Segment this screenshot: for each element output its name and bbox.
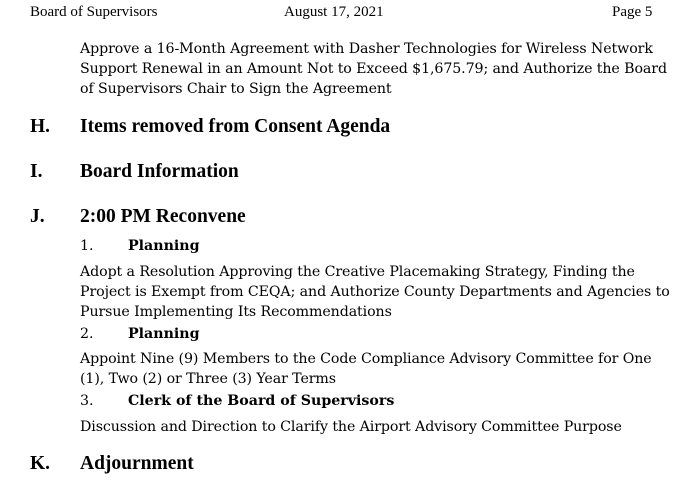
item-2-number: 2. xyxy=(80,326,94,342)
header-date: August 17, 2021 xyxy=(284,4,384,20)
section-k-letter: K. xyxy=(30,453,51,474)
item-3-description: Discussion and Direction to Clarify the Airport Advisory Committee Purpose xyxy=(80,419,622,435)
section-j-letter: J. xyxy=(30,206,45,227)
item-2-department: Planning xyxy=(128,326,200,342)
header-board-name: Board of Supervisors xyxy=(30,4,158,20)
section-i-letter: I. xyxy=(30,161,43,182)
item-1-description: Adopt a Resolution Approving the Creative Placemaking Strategy, Finding the Project is Exempt from CEQA; and Authorize County Departments and Agencies to Pursue Implementing Its Recommendations xyxy=(80,264,670,320)
item-3-number: 3. xyxy=(80,393,94,409)
item-1-department: Planning xyxy=(128,238,200,254)
header-page-number: Page 5 xyxy=(612,4,653,20)
section-h-letter: H. xyxy=(30,116,51,137)
item-2-description: Appoint Nine (9) Members to the Code Compliance Advisory Committee for One (1), Two (2) or Three (3) Year Terms xyxy=(80,351,652,387)
item-3-department: Clerk of the Board of Supervisors xyxy=(128,393,395,409)
section-j-title: 2:00 PM Reconvene xyxy=(80,206,246,227)
intro-paragraph: Approve a 16-Month Agreement with Dasher Technologies for Wireless Network Support Renewal in an Amount Not to Exceed $1,675.79; and Authorize the Board of Supervisors Chair to Sign the Agreement xyxy=(80,41,667,97)
section-h-title: Items removed from Consent Agenda xyxy=(80,116,391,137)
item-1-number: 1. xyxy=(80,238,94,254)
section-k-title: Adjournment xyxy=(80,453,194,474)
section-i-title: Board Information xyxy=(80,161,239,182)
